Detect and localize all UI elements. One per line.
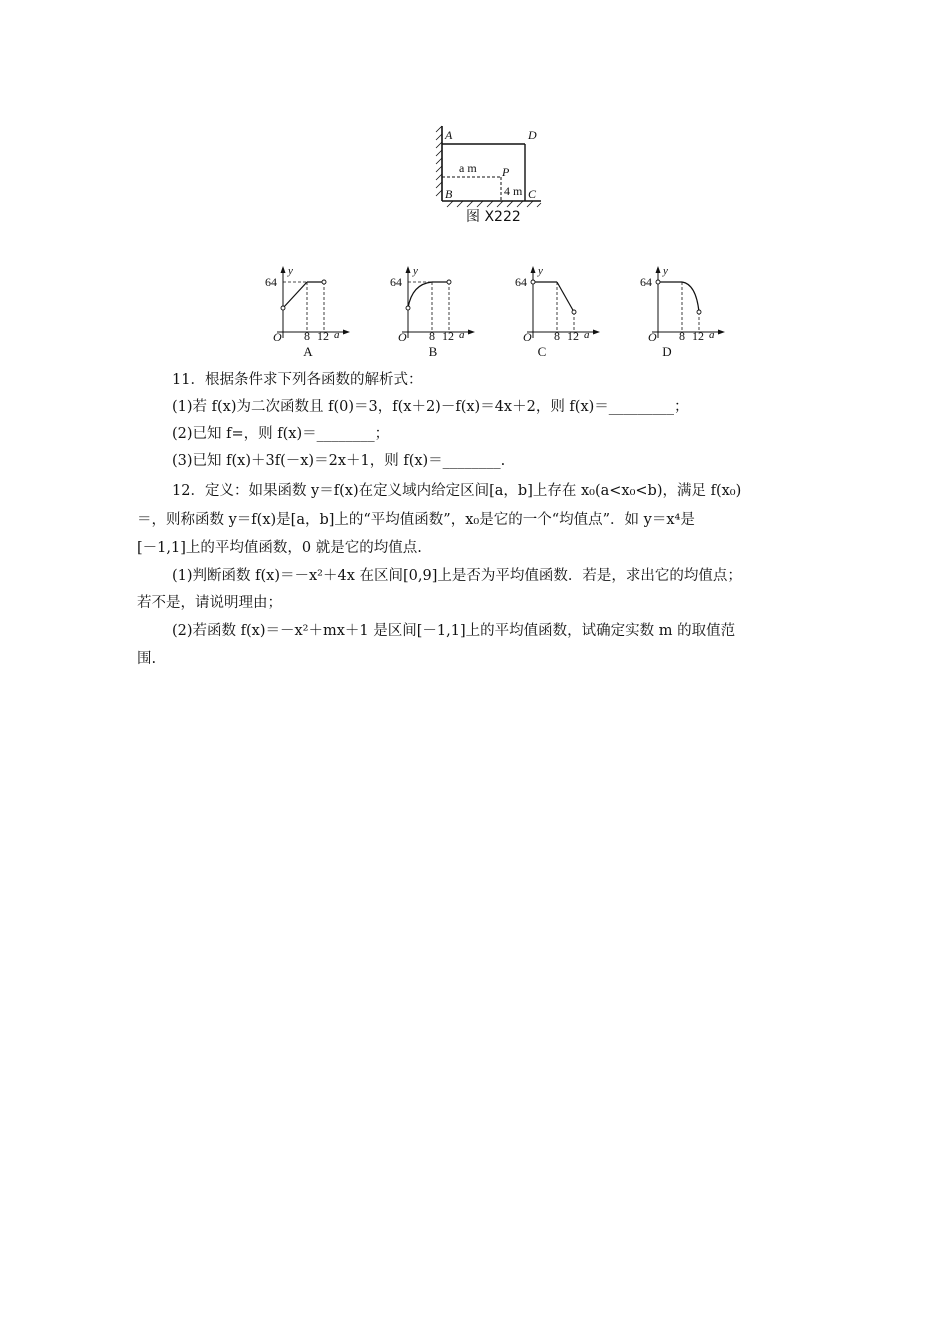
label-C: C [528,187,537,201]
x-axis-label: a [584,329,590,341]
origin-label: O [648,330,657,344]
y-axis-label: y [288,265,293,277]
option-label-d: D [662,344,672,359]
y-axis-label: y [663,265,668,277]
xtick-8: 8 [554,329,560,343]
option-graph-b [388,262,478,344]
label-B: B [445,187,453,201]
q12-line2: ＝，则称函数 y＝f(x)是[a，b]上的“平均值函数”，x₀是它的一个“均值点”．如 y＝x⁴是 [137,512,695,528]
xtick-8: 8 [429,329,435,343]
label-D: D [528,128,537,142]
figure-x222 [425,122,545,212]
q11-part2: (2)已知 f=，则 f(x)＝________； [172,426,390,442]
ytick-64: 64 [390,275,402,289]
option-graph-a [263,262,353,344]
x-axis-label: a [459,329,465,341]
ytick-64: 64 [265,275,277,289]
figure-x222-svg [425,122,545,212]
option-label-b: B [428,344,438,359]
q12-line1: 12．定义：如果函数 y＝f(x)在定义域内给定区间[a，b]上存在 x₀(a<x₀<b)，满足 f(x₀) [172,483,742,499]
y-axis-label: y [413,265,418,277]
q12-line5: 若不是，请说明理由； [137,595,282,611]
option-label-a: A [303,344,313,359]
origin-label: O [398,330,407,344]
option-label-c: C [537,344,547,359]
figure-caption: 图 X222 [466,209,521,225]
xtick-12: 12 [317,329,329,343]
x-axis-label: a [709,329,715,341]
xtick-8: 8 [304,329,310,343]
option-graph-c [513,262,603,344]
q12-line7: 围. [137,651,157,667]
q11-part1: (1)若 f(x)为二次函数且 f(0)＝3，f(x＋2)－f(x)＝4x＋2，则 f(x)＝_________； [172,399,689,415]
q12-line4: (1)判断函数 f(x)＝－x²＋4x 在区间[0,9]上是否为平均值函数．若是，求出它的均值点； [172,568,742,584]
origin-label: O [273,330,282,344]
xtick-12: 12 [442,329,454,343]
xtick-8: 8 [679,329,685,343]
label-A: A [445,128,453,142]
label-P: P [502,165,510,179]
option-graph-d [638,262,728,344]
ytick-64: 64 [640,275,652,289]
q11-part3: (3)已知 f(x)＋3f(－x)＝2x＋1，则 f(x)＝________. [172,453,506,469]
y-axis-label: y [538,265,543,277]
x-axis-label: a [334,329,340,341]
q12-line6: (2)若函数 f(x)＝－x²＋mx＋1 是区间[－1,1]上的平均值函数，试确定实数 m 的取值范 [172,623,736,639]
ytick-64: 64 [515,275,527,289]
origin-label: O [523,330,532,344]
q12-line3: [－1,1]上的平均值函数，0 就是它的均值点. [137,540,422,556]
xtick-12: 12 [692,329,704,343]
q11-title: 11．根据条件求下列各函数的解析式： [172,372,423,388]
label-a-m: a m [459,161,477,175]
label-4m: 4 m [504,184,523,198]
xtick-12: 12 [567,329,579,343]
